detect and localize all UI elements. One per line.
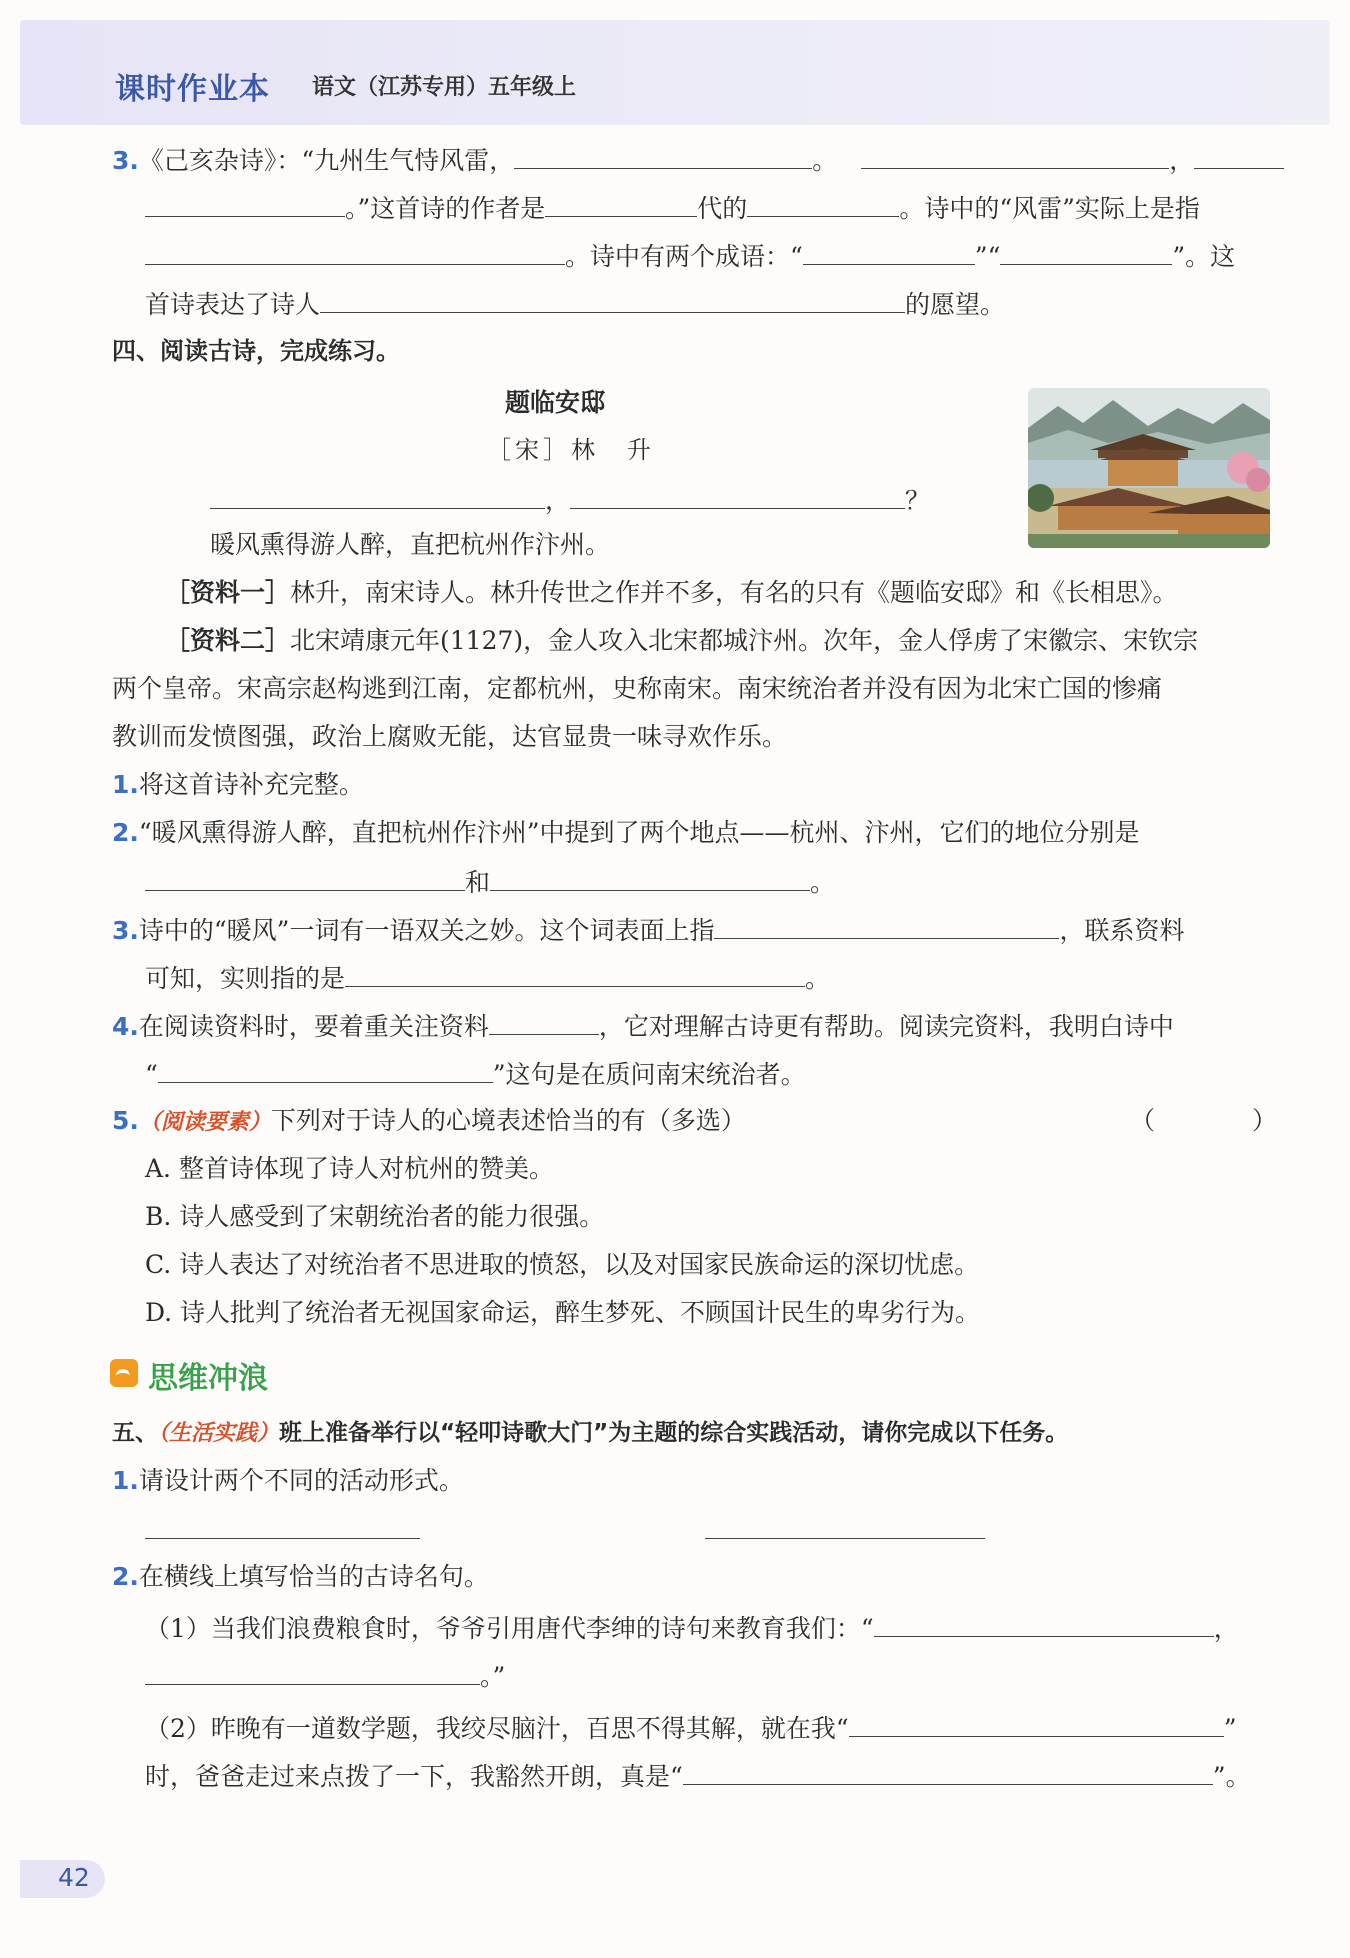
header-brand: 课时作业本 <box>115 72 270 107</box>
poem-line-2: 暖风熏得游人醉，直把杭州作汴州。 <box>210 530 611 559</box>
question-2-line-2: 和 。 <box>145 864 835 900</box>
answer-blank[interactable] <box>849 1710 1224 1737</box>
q3-top-line-3: 。诗中有两个成语：“ ”“ ”。这 <box>145 238 1235 274</box>
header-subject: 语文（江苏专用）五年级上 <box>312 75 577 100</box>
question-5: 5.（阅读要素）下列对于诗人的心境表述恰当的有（多选） <box>112 1106 746 1135</box>
q3-top-line-1: 3.《己亥杂诗》：“九州生气恃风雷， 。 ， <box>112 142 1284 178</box>
question-4-line-1: 4.在阅读资料时，要着重关注资料 ，它对理解古诗更有帮助。阅读完资料，我明白诗中 <box>112 1008 1174 1044</box>
answer-paren-left: （ <box>1130 1106 1156 1135</box>
answer-blank[interactable] <box>489 1008 599 1035</box>
question-1: 1.将这首诗补充完整。 <box>112 770 364 799</box>
s5-q2-part1-line2: 。” <box>145 1658 505 1694</box>
poem-title: 题临安邸 <box>505 388 606 417</box>
q3-top-line-4: 首诗表达了诗人 的愿望。 <box>145 286 1005 322</box>
material-2-line-3: 教训而发愤图强，政治上腐败无能，达官显贵一味寻欢作乐。 <box>112 722 788 751</box>
question-2-line-1: 2.“暖风熏得游人醉，直把杭州作汴州”中提到了两个地点——杭州、汴州，它们的地位分别是 <box>112 818 1140 847</box>
answer-blank[interactable] <box>1194 142 1284 169</box>
s5-question-2: 2.在横线上填写恰当的古诗名句。 <box>112 1562 489 1591</box>
material-2-line-1: ［资料二］北宋靖康元年(1127)，金人攻入北宋都城汴州。次年，金人俘虏了宋徽宗、宋钦宗 <box>165 626 1199 655</box>
answer-blank[interactable] <box>145 1658 480 1685</box>
option-c: C. 诗人表达了对统治者不思进取的愤怒，以及对国家民族命运的深切忧虑。 <box>145 1250 980 1279</box>
option-b: B. 诗人感受到了宋朝统治者的能力很强。 <box>145 1202 605 1231</box>
poem-author: ［宋］林 升 <box>487 436 655 464</box>
activity-blank-1[interactable] <box>145 1512 420 1539</box>
q3-top-line-2: 。”这首诗的作者是 代的 。诗中的“风雷”实际上是指 <box>145 190 1200 226</box>
wave-icon <box>110 1359 138 1387</box>
answer-blank[interactable] <box>320 286 905 313</box>
poem-line-1: ， ？ <box>210 482 930 518</box>
question-4-line-2: “ ”这句是在质问南宋统治者。 <box>145 1056 806 1092</box>
s5-question-1: 1.请设计两个不同的活动形式。 <box>112 1466 464 1495</box>
reading-element-tag: （阅读要素） <box>138 1109 271 1135</box>
material-1: ［资料一］林升，南宋诗人。林升传世之作并不多，有名的只有《题临安邸》和《长相思》。 <box>165 578 1178 607</box>
answer-blank[interactable] <box>145 190 345 217</box>
answer-blank[interactable] <box>345 960 805 987</box>
answer-blank[interactable] <box>145 238 565 265</box>
s5-q2-part1-line1: （1）当我们浪费粮食时，爷爷引用唐代李绅的诗句来教育我们：“ ， <box>145 1610 1239 1646</box>
material-2-line-2: 两个皇帝。宋高宗赵构逃到江南，定都杭州，史称南宋。南宋统治者并没有因为北宋亡国的惨痛 <box>112 674 1163 703</box>
answer-blank[interactable] <box>683 1758 1213 1785</box>
answer-blank[interactable] <box>514 142 812 169</box>
answer-blank[interactable] <box>861 142 1169 169</box>
answer-blank[interactable] <box>803 238 975 265</box>
answer-blank[interactable] <box>747 190 899 217</box>
answer-blank[interactable] <box>570 482 905 509</box>
q3-top-number: 3. <box>112 146 139 175</box>
thinking-section-label: 思维冲浪 <box>148 1361 268 1396</box>
question-3-line-2: 可知，实则指的是 。 <box>145 960 830 996</box>
answer-blank[interactable] <box>545 190 697 217</box>
activity-blank-2[interactable] <box>705 1512 985 1539</box>
answer-blank[interactable] <box>210 482 545 509</box>
s5-q1-blanks <box>145 1512 985 1548</box>
section5-heading: 五、（生活实践）班上准备举行以“轻叩诗歌大门”为主题的综合实践活动，请你完成以下任务。 <box>112 1420 1069 1446</box>
option-a: A. 整首诗体现了诗人对杭州的赞美。 <box>145 1154 554 1183</box>
palace-landscape-illustration <box>1028 388 1270 548</box>
s5-q2-part2-line2: 时，爸爸走过来点拨了一下，我豁然开朗，真是“ ”。 <box>145 1758 1251 1794</box>
answer-blank[interactable] <box>1000 238 1172 265</box>
answer-blank[interactable] <box>158 1056 493 1083</box>
s5-q2-part2-line1: （2）昨晚有一道数学题，我绞尽脑汁，百思不得其解，就在我“ ” <box>145 1710 1236 1746</box>
answer-blank[interactable] <box>490 864 810 891</box>
answer-paren-right: ） <box>1252 1106 1278 1135</box>
section4-heading: 四、阅读古诗，完成练习。 <box>112 337 400 365</box>
answer-box[interactable] <box>1160 1104 1248 1138</box>
page-number: 42 <box>58 1863 90 1892</box>
answer-blank[interactable] <box>874 1610 1214 1637</box>
life-practice-tag: （生活实践） <box>158 1421 280 1446</box>
option-d: D. 诗人批判了统治者无视国家命运，醉生梦死、不顾国计民生的卑劣行为。 <box>145 1298 981 1327</box>
answer-blank[interactable] <box>145 864 465 891</box>
question-3-line-1: 3.诗中的“暖风”一词有一语双关之妙。这个词表面上指 ，联系资料 <box>112 912 1185 948</box>
answer-blank[interactable] <box>714 912 1059 939</box>
